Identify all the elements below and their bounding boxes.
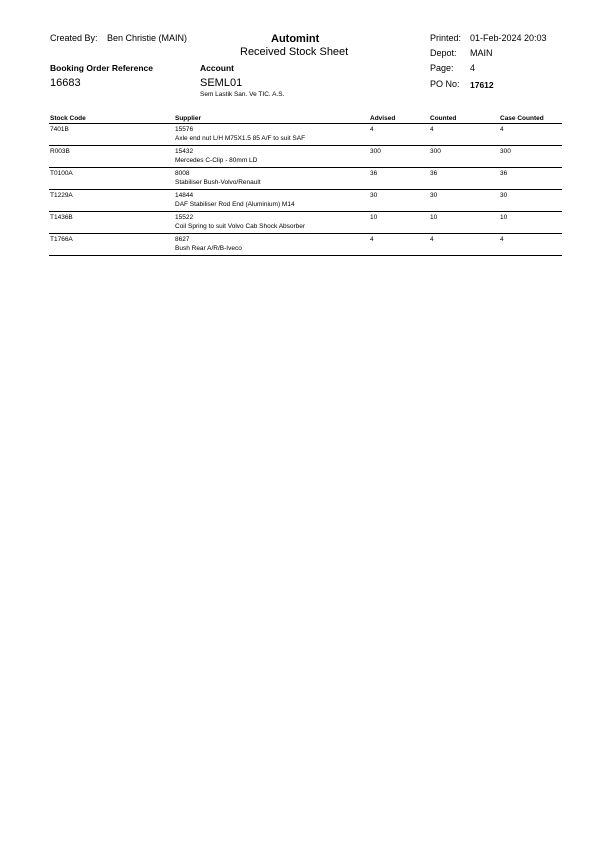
account-code: SEML01 bbox=[200, 77, 243, 89]
page-number: 4 bbox=[470, 63, 476, 73]
supplier-ref: 15576 bbox=[175, 126, 194, 133]
counted-qty: 30 bbox=[430, 192, 438, 199]
depot-value: MAIN bbox=[470, 48, 493, 58]
table-header bbox=[49, 114, 562, 124]
page-label: Page: bbox=[430, 63, 454, 73]
account-label: Account bbox=[200, 63, 234, 73]
case-counted-qty: 4 bbox=[500, 126, 504, 133]
advised-qty: 36 bbox=[370, 170, 378, 177]
printed-label: Printed: bbox=[430, 33, 462, 43]
column-header-case-counted: Case Counted bbox=[500, 115, 544, 122]
table-row bbox=[49, 124, 562, 146]
column-header-stock-code: Stock Code bbox=[50, 115, 86, 122]
item-description: DAF Stabiliser Rod End (Aluminium) M14 bbox=[175, 201, 295, 208]
item-description: Mercedes C-Clip - 80mm LD bbox=[175, 157, 258, 164]
item-description: Coil Spring to suit Volvo Cab Shock Absorber bbox=[175, 223, 306, 230]
counted-qty: 36 bbox=[430, 170, 438, 177]
advised-qty: 4 bbox=[370, 236, 374, 243]
item-description: Stabiliser Bush-Volvo/Renault bbox=[175, 179, 261, 186]
counted-qty: 4 bbox=[430, 236, 434, 243]
supplier-ref: 8627 bbox=[175, 236, 190, 243]
counted-qty: 4 bbox=[430, 126, 434, 133]
table-row bbox=[49, 146, 562, 168]
counted-qty: 10 bbox=[430, 214, 438, 221]
advised-qty: 30 bbox=[370, 192, 378, 199]
booking-reference-label: Booking Order Reference bbox=[50, 63, 153, 73]
case-counted-qty: 36 bbox=[500, 170, 508, 177]
advised-qty: 10 bbox=[370, 214, 378, 221]
po-number: 17612 bbox=[470, 80, 494, 90]
item-description: Bush Rear A/R/B-Iveco bbox=[175, 245, 242, 252]
company-name: Automint bbox=[271, 33, 320, 45]
advised-qty: 4 bbox=[370, 126, 374, 133]
document-title: Received Stock Sheet bbox=[240, 46, 349, 58]
case-counted-qty: 4 bbox=[500, 236, 504, 243]
item-description: Axle end nut L/H M75X1.5 85 A/F to suit SAF bbox=[175, 135, 306, 142]
created-by-label: Created By: bbox=[50, 33, 98, 43]
account-name: Sem Lastik San. Ve TIC. A.S. bbox=[200, 91, 285, 98]
column-header-advised: Advised bbox=[370, 115, 396, 122]
advised-qty: 300 bbox=[370, 148, 381, 155]
column-header-supplier: Supplier bbox=[175, 115, 202, 122]
stock-code: R003B bbox=[50, 148, 70, 155]
booking-reference-value: 16683 bbox=[50, 77, 81, 89]
supplier-ref: 8008 bbox=[175, 170, 190, 177]
table-row bbox=[49, 190, 562, 212]
table-row bbox=[49, 234, 562, 256]
printed-value: 01-Feb-2024 20:03 bbox=[470, 33, 547, 43]
stock-code: T1229A bbox=[50, 192, 73, 199]
po-label: PO No: bbox=[430, 79, 460, 89]
supplier-ref: 14844 bbox=[175, 192, 194, 199]
case-counted-qty: 300 bbox=[500, 148, 511, 155]
stock-code: 7401B bbox=[50, 126, 69, 133]
case-counted-qty: 10 bbox=[500, 214, 508, 221]
stock-code: T1436B bbox=[50, 214, 73, 221]
supplier-ref: 15522 bbox=[175, 214, 194, 221]
created-by-value: Ben Christie (MAIN) bbox=[107, 33, 188, 43]
counted-qty: 300 bbox=[430, 148, 441, 155]
depot-label: Depot: bbox=[430, 48, 457, 58]
column-header-counted: Counted bbox=[430, 115, 457, 122]
stock-code: T0100A bbox=[50, 170, 73, 177]
stock-code: T1766A bbox=[50, 236, 73, 243]
table-row bbox=[49, 212, 562, 234]
case-counted-qty: 30 bbox=[500, 192, 508, 199]
table-row bbox=[49, 168, 562, 190]
supplier-ref: 15432 bbox=[175, 148, 194, 155]
received-stock-table bbox=[49, 114, 562, 256]
